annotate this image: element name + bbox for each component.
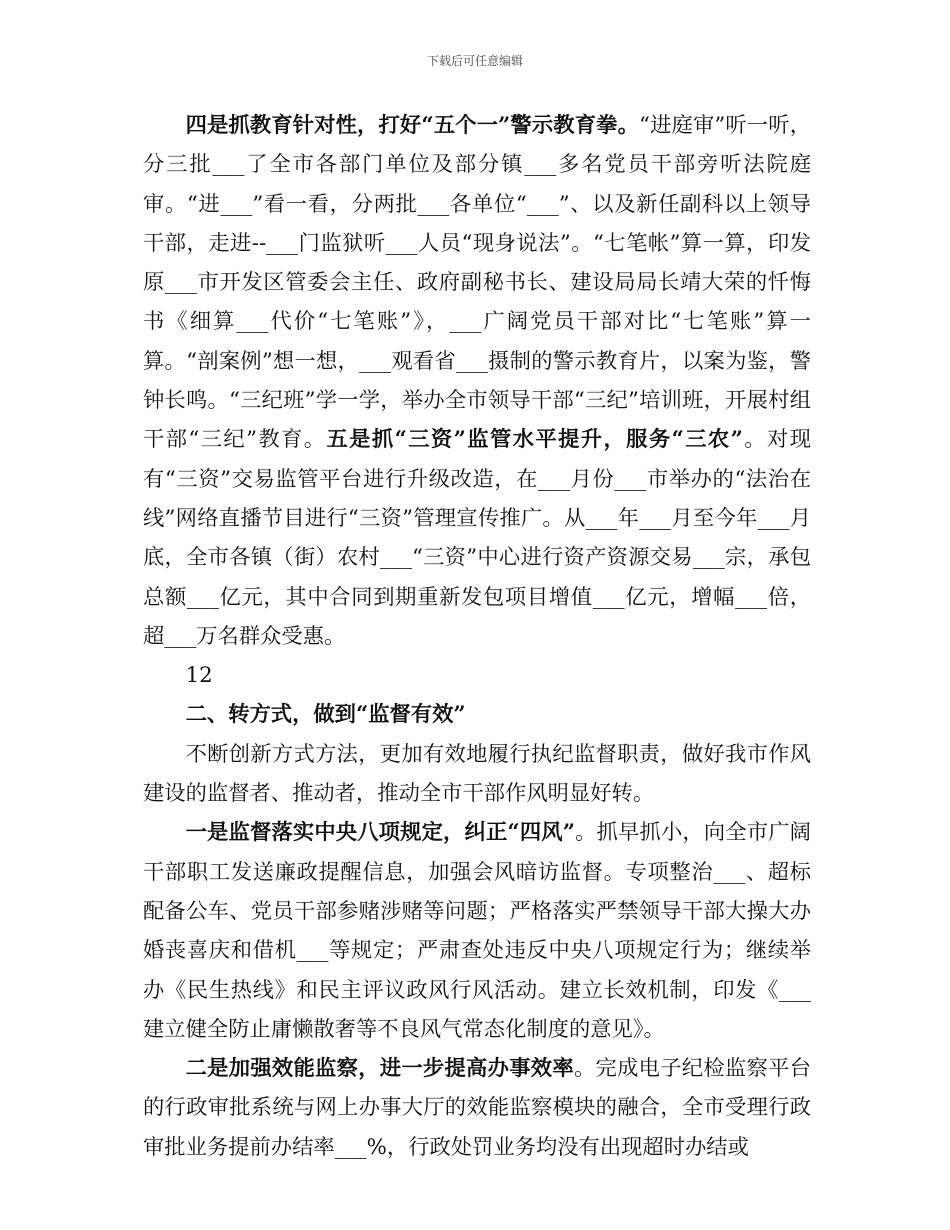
page-header: 下载后可任意编辑 — [426, 54, 523, 68]
bold-lead: 二是加强效能监察，进一步提高办事效率 — [185, 1056, 574, 1082]
paragraph-eight-rules — [143, 813, 811, 1049]
page-number: 12 — [185, 663, 213, 689]
document-body — [143, 106, 811, 1167]
paragraph-text: 。完成电子纪检监察平台的行政审批系统与网上办事大厅的效能监察模块的融合，全市受理行政审批业务提前办结率___%，行政处罚业务均没有出现超时办结或 — [143, 1056, 811, 1160]
paragraph-efficiency — [143, 1049, 811, 1167]
section-heading: 二、转方式，做到“监督有效” — [185, 702, 466, 728]
bold-lead: 一是监督落实中央八项规定，纠正“四风” — [185, 820, 575, 846]
paragraph-text: 。抓早抓小，向全市广阔干部职工发送廉政提醒信息，加强会风暗访监督。专项整治___、超标配备公车、党员干部参赌涉赌等问题；严格落实严禁领导干部大操大办婚丧喜庆和借机___等规定；严肃查处违反中央八项规定行为；继续举办《民生热线》和民主评议政风行风活动。建立长效机制，印发《___建立健全防止庸懒散奢等不良风气常态化制度的意见》。 — [143, 820, 811, 1042]
paragraph-text: 。对现有“三资”交易监管平台进行升级改造，在___月份___市举办的“法治在线”网络直播节目进行“三资”管理宣传推广。从___年___月至今年___月底，全市各镇（街）农村___“三资”中心进行资产资源交易___宗，承包总额___亿元，其中合同到期重新发包项目增值___亿元，增幅___倍，超___万名群众受惠。 — [143, 427, 811, 649]
bold-lead: 四是抓教育针对性，打好“五个一”警示教育拳。 — [185, 113, 640, 138]
paragraph-education — [143, 106, 811, 656]
paragraph-intro: 不断创新方式方法，更加有效地履行执纪监督职责，做好我市作风建设的监督者、推动者，推动全市干部作风明显好转。 — [143, 741, 811, 807]
bold-lead: 五是抓“三资”监管水平提升，服务“三农” — [326, 427, 743, 453]
paragraph-text: “进庭审”听一听，分三批___了全市各部门单位及部分镇___多名党员干部旁听法院庭审。“进___”看一看，分两批___各单位“___”、以及新任副科以上领导干部，走进--___门监狱听___人员“现身说法”。“七笔帐”算一算，印发原___市开发区管委会主任、政府副秘书长、建设局局长靖大荣的忏悔书《细算___代价“七笔账”》，___广阔党员干部对比“七笔账”算一算。“剖案例”想一想，___观看省___摄制的警示教育片，以案为鉴，警钟长鸣。“三纪班”学一学，举办全市领导干部“三纪”培训班，开展村组干部“三纪”教育。 — [143, 113, 811, 453]
